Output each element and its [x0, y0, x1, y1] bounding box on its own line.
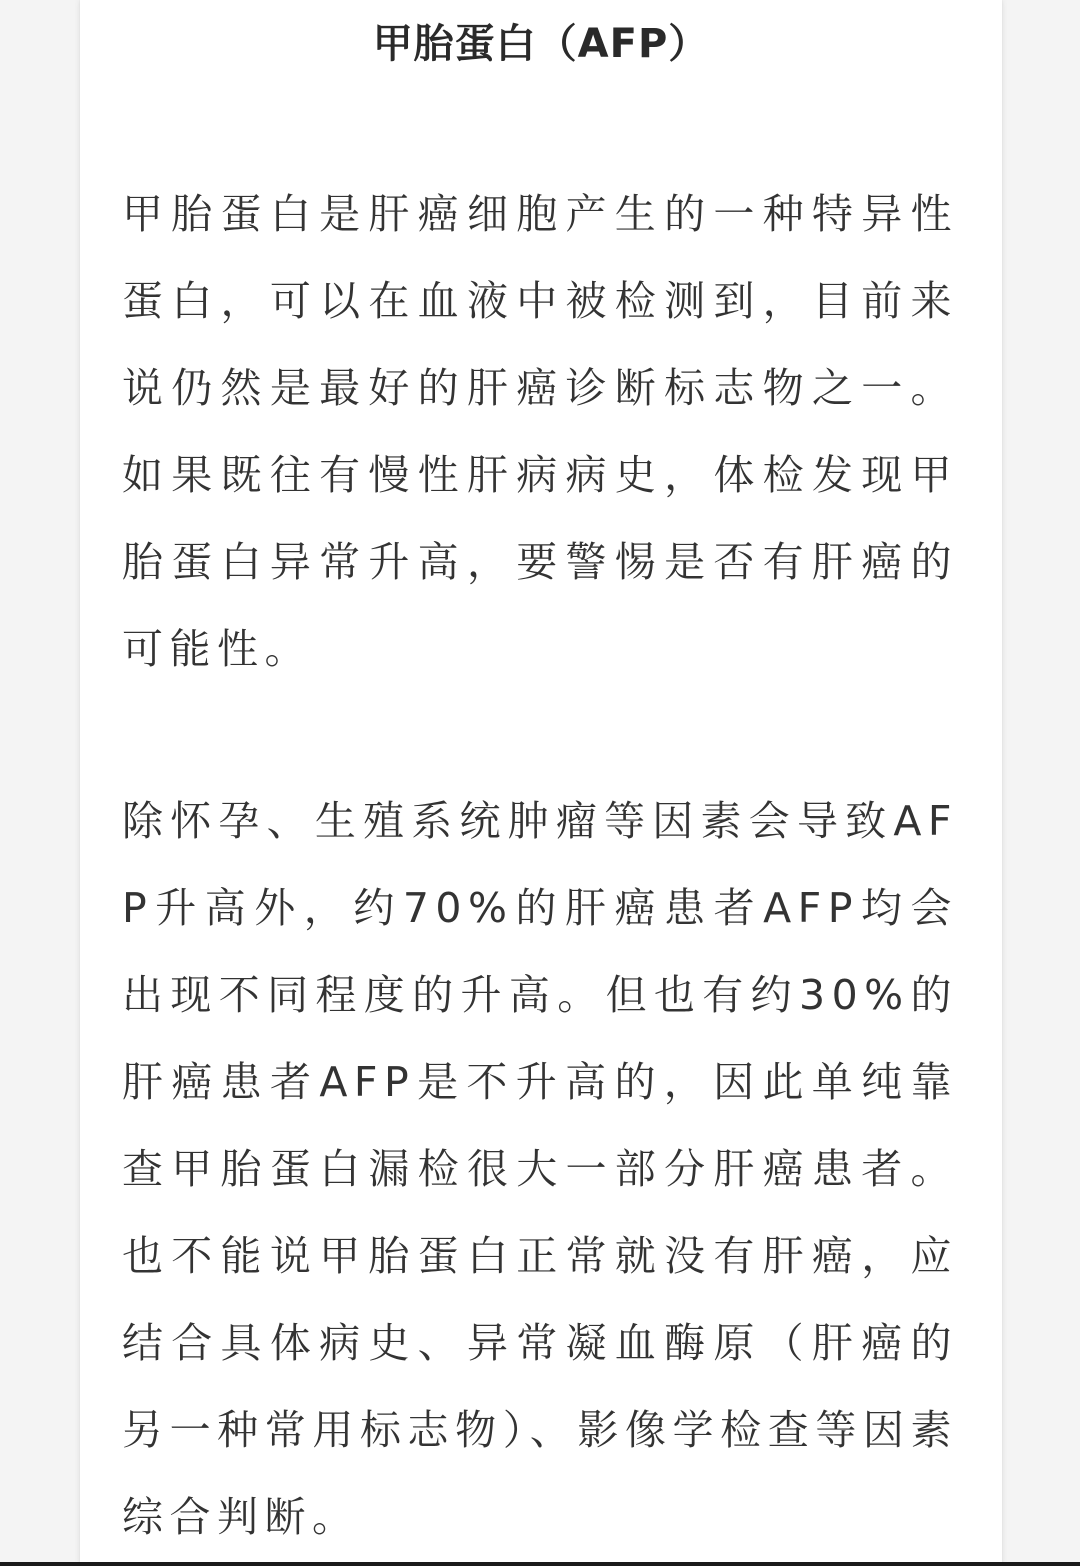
article-page: [80, 0, 1002, 1566]
article-title: 甲胎蛋白（AFP）: [372, 21, 710, 67]
article-paragraph-1: 甲胎蛋白是肝癌细胞产生的一种特异性蛋白，可以在血液中被检测到，目前来说仍然是最好的肝癌诊断标志物之一。如果既往有慢性肝病病史，体检发现甲胎蛋白异常升高，要警惕是否有肝癌的可能性。: [122, 190, 958, 673]
article-paragraph-2: 除怀孕、生殖系统肿瘤等因素会导致AFP升高外，约70%的肝癌患者AFP均会出现不同程度的升高。但也有约30%的肝癌患者AFP是不升高的，因此单纯靠查甲胎蛋白漏检很大一部分肝癌患者。也不能说甲胎蛋白正常就没有肝癌，应结合具体病史、异常凝血酶原（肝癌的另一种常用标志物）、影像学检查等因素综合判断。: [122, 797, 958, 1541]
bottom-divider: [0, 1562, 1080, 1566]
